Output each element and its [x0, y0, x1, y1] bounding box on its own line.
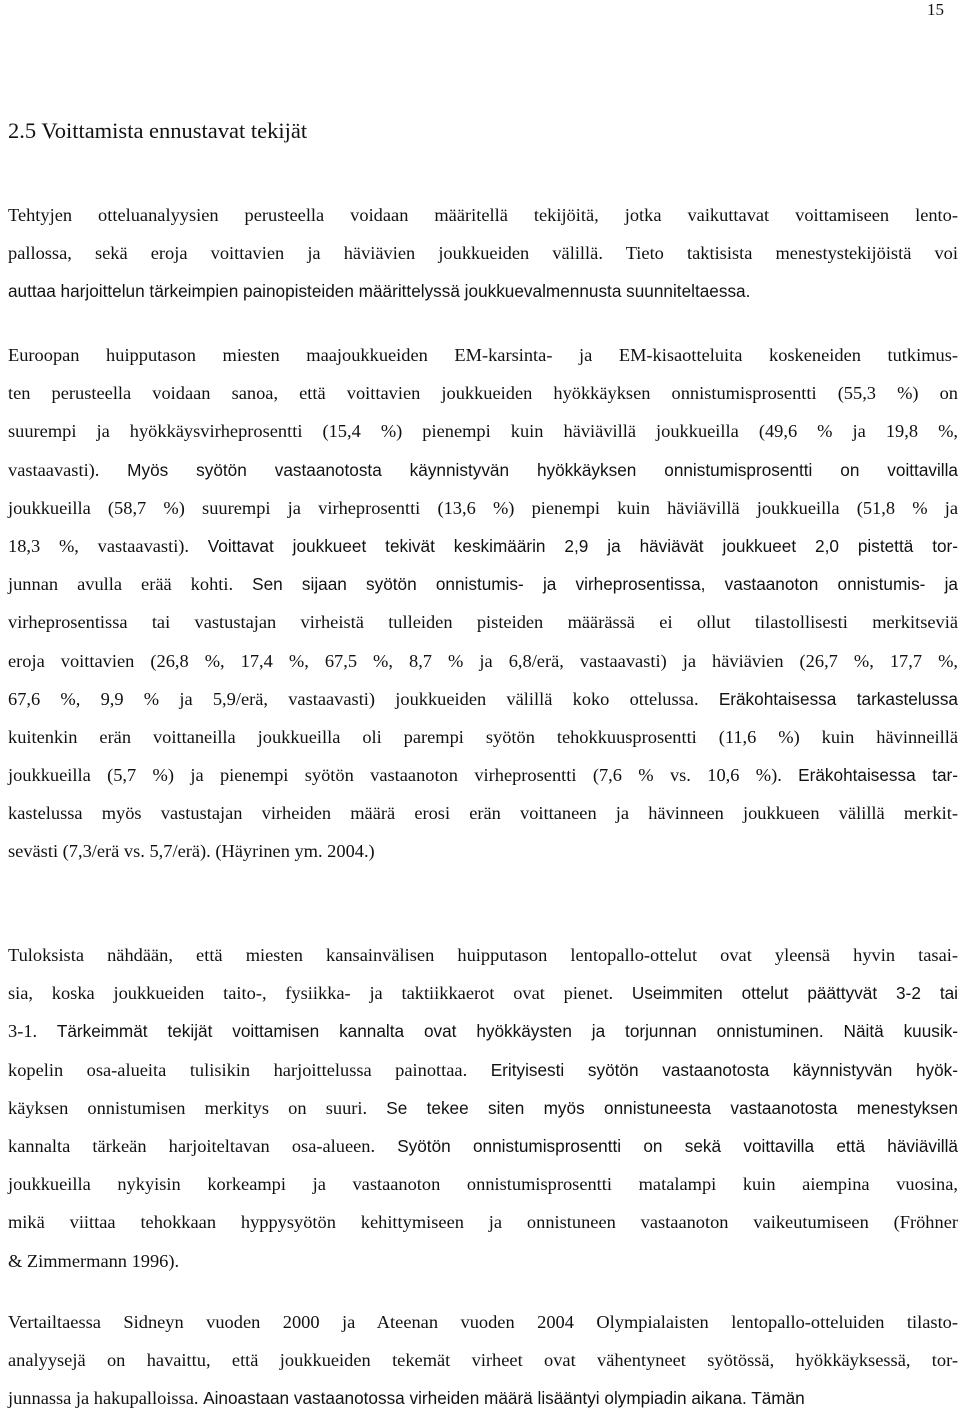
text-segment: vastaavasti).	[8, 459, 128, 480]
text-line	[8, 565, 958, 603]
text-segment: Eräkohtaisessa tarkastelussa	[718, 688, 958, 709]
text-line	[8, 374, 958, 412]
text-segment: Sen sijaan syötön onnistumis- ja virheprosentissa, vastaanoton onnistumis- ja	[252, 574, 958, 595]
text-line	[8, 1242, 958, 1280]
text-segment: joukkueilla (5,7 %) ja pienempi syötön vastaanoton virheprosentti (7,6 % vs. 10,6 %).	[8, 765, 799, 786]
paragraph-3	[8, 936, 958, 1280]
text-segment: Voittavat joukkueet tekivät keskimäärin 2,9 ja häviävät joukkueet 2,0 pistettä tor-	[207, 535, 958, 556]
text-line	[8, 196, 958, 234]
text-segment: käyksen onnistumisen merkitys on suuri.	[8, 1097, 387, 1118]
text-segment: junnassa ja hakupalloissa.	[8, 1388, 204, 1409]
text-segment: kuitenkin erän voittaneilla joukkueilla oli parempi syötön tehokkuusprosentti (11,6 %) kuin hävinneillä	[8, 726, 958, 747]
text-segment: Tuloksista nähdään, että miesten kansainvälisen huipputason lentopallo-ottelut ovat yleensä hyvin tasai-	[8, 945, 958, 965]
text-segment: ten perusteella voidaan sanoa, että voittavien joukkueiden hyökkäyksen onnistumisprosentti (55,3 %) on	[8, 383, 958, 404]
text-line	[8, 603, 958, 641]
text-line	[8, 756, 958, 794]
text-segment: Useimmiten ottelut päättyvät 3-2 tai	[631, 983, 958, 1004]
text-line	[8, 527, 958, 565]
paragraph-2	[8, 336, 958, 871]
text-segment: mikä viittaa tehokkaan hyppysyötön kehittymiseen ja onnistuneen vastaanoton vaikeutumiseen (Fröhner	[8, 1212, 958, 1233]
text-segment: Euroopan huipputason miesten maajoukkueiden EM-karsinta- ja EM-kisaotteluita koskeneiden tutkimus-	[8, 345, 958, 365]
text-segment: Se tekee siten myös onnistuneesta vastaanotosta menestyksen	[386, 1097, 958, 1118]
text-line	[8, 412, 958, 450]
text-segment: Myös syötön vastaanotosta käynnistyvän hyökkäyksen onnistumisprosentti on voittavilla	[127, 459, 958, 480]
text-line	[8, 936, 958, 974]
text-segment: auttaa harjoittelun tärkeimpien painopisteiden määrittelyssä joukkuevalmennusta suunniteltaessa.	[8, 281, 751, 302]
paragraph-4	[8, 1303, 958, 1418]
section-heading: 2.5 Voittamista ennustavat tekijät	[8, 118, 308, 143]
text-segment: kastelussa myös vastustajan virheiden määrä erosi erän voittaneen ja hävinneen joukkueen välillä merkit-	[8, 803, 958, 824]
text-segment: Tämän	[751, 1388, 805, 1409]
text-segment: 67,6 %, 9,9 % ja 5,9/erä, vastaavasti) joukkueiden välillä koko ottelussa.	[8, 688, 719, 709]
text-segment: sia, koska joukkueiden taito-, fysiikka- ja taktiikkaerot ovat pienet.	[8, 983, 632, 1004]
text-segment: junnan avulla erää kohti.	[8, 574, 253, 595]
text-segment: suurempi ja hyökkäysvirheprosentti (15,4 %) pienempi kuin häviävillä joukkueilla (49,6 % ja 19,8 %,	[8, 421, 958, 442]
text-segment: 3-1.	[8, 1021, 57, 1042]
text-segment: Syötön onnistumisprosentti on sekä voittavilla että häviävillä	[397, 1135, 958, 1156]
text-line	[8, 1165, 958, 1203]
text-line	[8, 451, 958, 489]
text-line	[8, 1341, 958, 1379]
text-segment: Tehtyjen otteluanalyysien perusteella voidaan määritellä tekijöitä, jotka vaikuttavat voittamiseen lento-	[8, 205, 958, 225]
text-segment: eroja voittavien (26,8 %, 17,4 %, 67,5 %, 8,7 % ja 6,8/erä, vastaavasti) ja häviävien (26,7 %, 17,7 %,	[8, 650, 958, 671]
text-line	[8, 489, 958, 527]
text-segment: joukkueilla nykyisin korkeampi ja vastaanoton onnistumisprosentti matalampi kuin aiempina vuosina,	[8, 1174, 958, 1195]
paragraph-1	[8, 196, 958, 311]
text-line	[8, 974, 958, 1012]
text-line	[8, 1303, 958, 1341]
text-segment: Tärkeimmät tekijät voittamisen kannalta ovat hyökkäysten ja torjunnan onnistuminen.	[56, 1021, 844, 1042]
text-line	[8, 272, 958, 310]
text-line	[8, 680, 958, 718]
text-segment: kopelin osa-alueita tulisikin harjoittelussa painottaa.	[8, 1059, 491, 1080]
text-line	[8, 336, 958, 374]
text-line	[8, 1127, 958, 1165]
text-segment: kannalta tärkeän harjoiteltavan osa-alueen.	[8, 1135, 398, 1156]
text-segment: & Zimmermann 1996).	[8, 1250, 180, 1271]
text-segment: Näitä kuusik-	[843, 1021, 959, 1042]
text-segment: sevästi (7,3/erä vs. 5,7/erä). (Häyrinen ym. 2004.)	[8, 841, 375, 862]
text-segment: Erityisesti syötön vastaanotosta käynnistyvän hyök-	[490, 1059, 958, 1080]
text-line	[8, 1379, 958, 1417]
text-segment: analyysejä on havaittu, että joukkueiden tekemät virheet ovat vähentyneet syötössä, hyökkäyksessä, tor-	[8, 1350, 958, 1371]
text-line	[8, 1051, 958, 1089]
text-segment: Vertailtaessa Sidneyn vuoden 2000 ja Ateenan vuoden 2004 Olympialaisten lentopallo-otteluiden tilasto-	[8, 1312, 958, 1332]
text-segment: joukkueilla (58,7 %) suurempi ja virheprosentti (13,6 %) pienempi kuin häviävillä joukkueilla (51,8 % ja	[8, 497, 958, 518]
text-line	[8, 642, 958, 680]
text-segment: Eräkohtaisessa tar-	[798, 765, 958, 786]
text-segment: pallossa, sekä eroja voittavien ja häviävien joukkueiden välillä. Tieto taktisista menestystekijöistä voi	[8, 243, 958, 264]
text-line	[8, 718, 958, 756]
text-line	[8, 1012, 958, 1050]
text-line	[8, 1089, 958, 1127]
page-number: 15	[927, 0, 944, 19]
text-line	[8, 1203, 958, 1241]
text-line	[8, 832, 958, 870]
text-line	[8, 794, 958, 832]
text-segment: virheprosentissa tai vastustajan virheistä tulleiden pisteiden määrässä ei ollut tilastollisesti merkitseviä	[8, 612, 958, 633]
text-segment: 18,3 %, vastaavasti).	[8, 535, 208, 556]
text-segment: Ainoastaan vastaanotossa virheiden määrä lisääntyi olympiadin aikana.	[203, 1388, 752, 1409]
text-line	[8, 234, 958, 272]
